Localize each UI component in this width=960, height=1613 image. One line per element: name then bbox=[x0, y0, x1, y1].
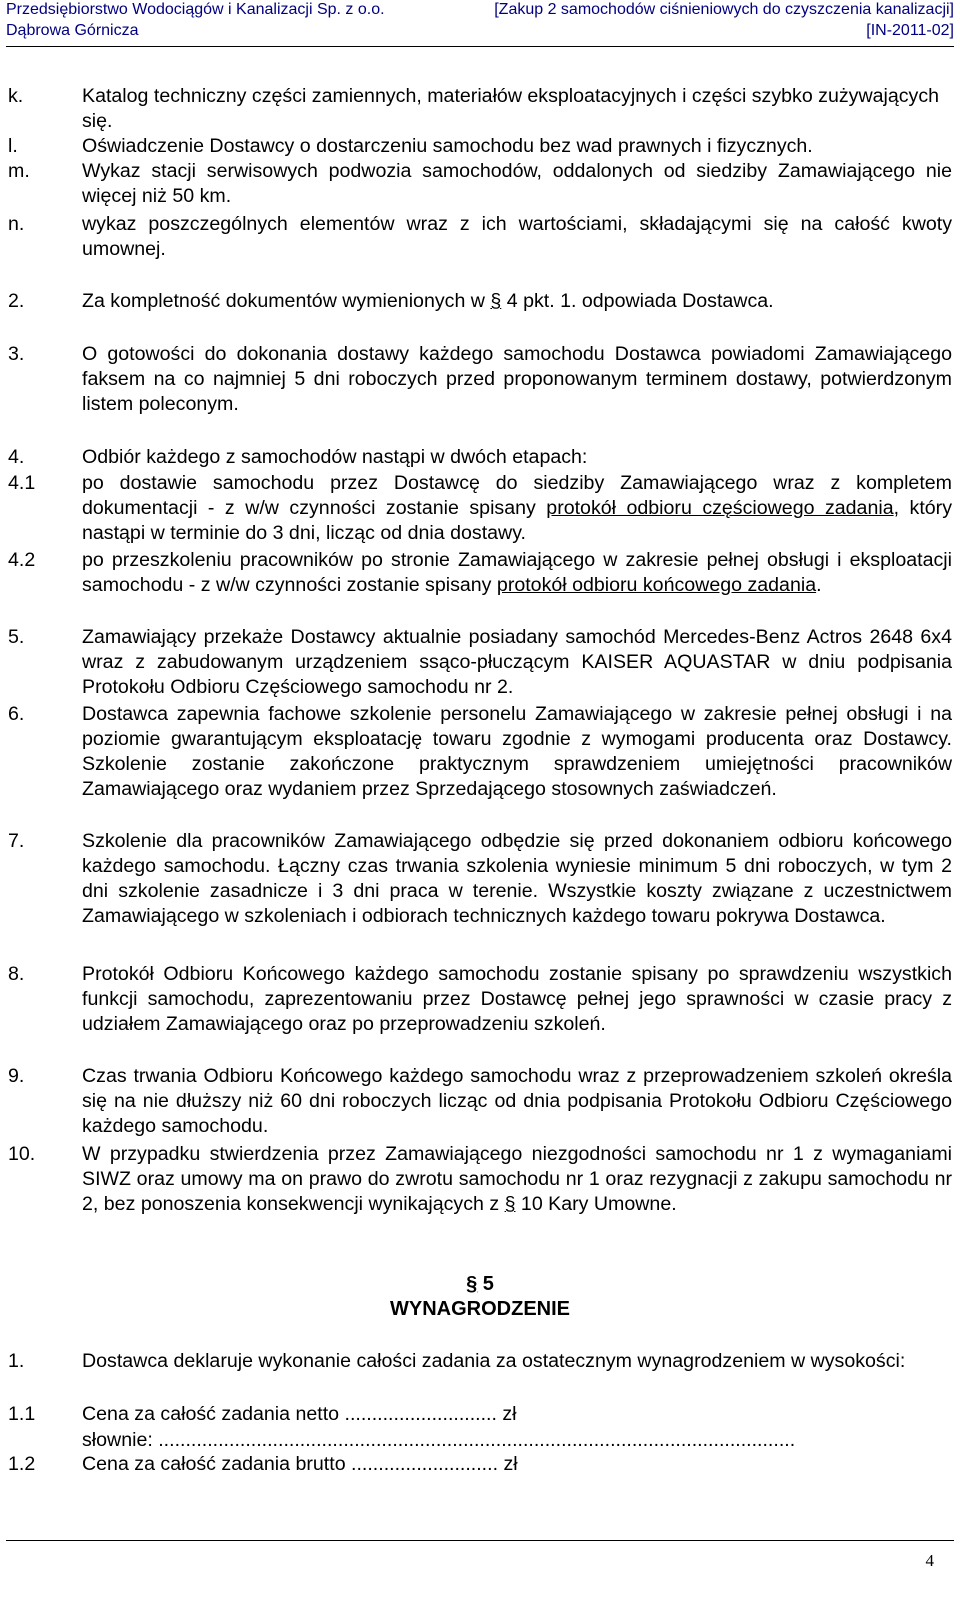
item-number: 1.1 bbox=[8, 1403, 36, 1425]
footer-rule bbox=[6, 1540, 954, 1541]
list-item-n bbox=[8, 212, 952, 262]
item-number: 4.1 bbox=[8, 472, 36, 494]
paragraph-8 bbox=[8, 962, 952, 1037]
underlined-term: protokół odbioru częściowego zadania bbox=[546, 497, 894, 519]
item-number: 10. bbox=[8, 1143, 36, 1165]
item-text: Dostawca deklaruje wykonanie całości zadania za ostatecznym wynagrodzeniem w wysokości: bbox=[82, 1350, 906, 1372]
item-text: Za kompletność dokumentów wymienionych w § 4 pkt. 1. odpowiada Dostawca. bbox=[82, 290, 774, 312]
item-text: po przeszkoleniu pracowników po stronie Zamawiającego w zakresie pełnej obsługi i eksploatacji samochodu - z w/w czynności zostanie spisany protokół odbioru końcowego zadania. bbox=[82, 549, 952, 596]
item-text: po dostawie samochodu przez Dostawcę do siedziby Zamawiającego wraz z kompletem dokumentacji - z w/w czynności zostanie spisany protokół odbioru częściowego zadania, który nastąpi w terminie do 3 dni, licząc od dnia dostawy. bbox=[82, 472, 952, 544]
item-number: k. bbox=[8, 85, 24, 107]
item-text: Szkolenie dla pracowników Zamawiającego odbędzie się przed dokonaniem odbioru końcowego każdego samochodu. Łączny czas trwania szkolenia wyniesie minimum 5 dni roboczych, w tym 2 dni szkolenie zasadnicze i 3 dni praca w terenie. Wszystkie koszty związane z uczestnictwem Zamawiającego w szkoleniach i odbiorach technicznych każdego towaru pokrywa Dostawca. bbox=[82, 830, 952, 927]
paragraph-4-2 bbox=[8, 548, 952, 598]
remuneration-item-1 bbox=[8, 1349, 952, 1374]
item-text: O gotowości do dokonania dostawy każdego samochodu Dostawca powiadomi Zamawiającego faksem na co najmniej 5 dni roboczych przed proponowanym terminem dostawy, potwierdzonym listem poleconym. bbox=[82, 343, 952, 415]
item-number: 8. bbox=[8, 963, 25, 985]
item-text: Cena za całość zadania netto ............................ zł bbox=[82, 1403, 517, 1425]
item-number: l. bbox=[8, 135, 18, 157]
item-text: Odbiór każdego z samochodów nastąpi w dwóch etapach: bbox=[82, 446, 588, 468]
paragraph-9 bbox=[8, 1064, 952, 1139]
item-number: 9. bbox=[8, 1065, 25, 1087]
section-heading-number: § 5 bbox=[466, 1273, 494, 1295]
item-text: słownie: ..................................................................................................................... bbox=[82, 1429, 796, 1451]
remuneration-item-1-2 bbox=[8, 1452, 952, 1477]
item-text: Wykaz stacji serwisowych podwozia samochodów, oddalonych od siedziby Zamawiającego nie więcej niż 50 km. bbox=[82, 160, 952, 207]
section-heading-title: WYNAGRODZENIE bbox=[390, 1298, 570, 1320]
item-number: 7. bbox=[8, 830, 25, 852]
header-reference: [IN-2011-02] bbox=[866, 22, 954, 39]
item-number: n. bbox=[8, 213, 25, 235]
list-item-l bbox=[8, 134, 952, 159]
item-number: 3. bbox=[8, 343, 25, 365]
item-text: wykaz poszczególnych elementów wraz z ich wartościami, składającymi się na całość kwoty umownej. bbox=[82, 213, 952, 260]
paragraph-7 bbox=[8, 829, 952, 929]
header-subject: [Zakup 2 samochodów ciśnieniowych do czyszczenia kanalizacji] bbox=[494, 1, 954, 18]
paragraph-4-1 bbox=[8, 471, 952, 546]
paragraph-10 bbox=[8, 1142, 952, 1217]
paragraph-2 bbox=[8, 289, 952, 314]
paragraph-6 bbox=[8, 702, 952, 802]
section-reference: § bbox=[490, 290, 502, 312]
item-number: 2. bbox=[8, 290, 25, 312]
item-number: 4.2 bbox=[8, 549, 36, 571]
remuneration-item-1-1 bbox=[8, 1402, 952, 1427]
paragraph-4 bbox=[8, 445, 952, 470]
item-number: 5. bbox=[8, 626, 25, 648]
paragraph-3 bbox=[8, 342, 952, 417]
header-company: Przedsiębiorstwo Wodociągów i Kanalizacji Sp. z o.o. bbox=[6, 1, 385, 18]
item-text: Dostawca zapewnia fachowe szkolenie personelu Zamawiającego w zakresie pełnej obsługi i na poziomie gwarantującym eksploatację towaru zgodnie z wymogami producenta oraz Dostawcy. Szkolenie zostanie zakończone praktycznym sprawdzeniem umiejętności pracowników Zamawiającego oraz wydaniem przez Sprzedającego stosownych zaświadczeń. bbox=[82, 703, 952, 800]
list-item-m bbox=[8, 159, 952, 209]
item-number: m. bbox=[8, 160, 30, 182]
remuneration-words-line bbox=[8, 1428, 952, 1453]
item-text: Protokół Odbioru Końcowego każdego samochodu zostanie spisany po sprawdzeniu wszystkich funkcji samochodu, zaprezentowaniu przez Dostawcę pełnej jego sprawności w czasie pracy z udziałem Zamawiającego oraz po przeprowadzeniu szkoleń. bbox=[82, 963, 952, 1035]
header-city: Dąbrowa Górnicza bbox=[6, 22, 139, 39]
item-number: 1. bbox=[8, 1350, 25, 1372]
item-text: Zamawiający przekaże Dostawcy aktualnie posiadany samochód Mercedes-Benz Actros 2648 6x4 wraz z zabudowanym urządzeniem ssąco-płuczącym KAISER AQUASTAR w dniu podpisania Protokołu Odbioru Częściowego samochodu nr 2. bbox=[82, 626, 952, 698]
item-text: Czas trwania Odbioru Końcowego każdego samochodu wraz z przeprowadzeniem szkoleń określa się na nie dłuższy niż 60 dni roboczych licząc od dnia podpisania Protokołu Odbioru Częściowego każdego samochodu. bbox=[82, 1065, 952, 1137]
section-reference: § bbox=[504, 1193, 516, 1215]
item-text: Cena za całość zadania brutto ........................... zł bbox=[82, 1453, 518, 1475]
paragraph-5 bbox=[8, 625, 952, 700]
underlined-term: protokół odbioru końcowego zadania bbox=[496, 574, 817, 596]
page-number: 4 bbox=[925, 1551, 934, 1570]
item-number: 4. bbox=[8, 446, 25, 468]
item-text: Oświadczenie Dostawcy o dostarczeniu samochodu bez wad prawnych i fizycznych. bbox=[82, 135, 813, 157]
item-text: Katalog techniczny części zamiennych, materiałów eksploatacyjnych i części szybko zużywających się. bbox=[82, 85, 940, 132]
header-rule bbox=[6, 46, 954, 47]
item-text: W przypadku stwierdzenia przez Zamawiającego niezgodności samochodu nr 1 z wymaganiami SIWZ oraz umowy ma on prawo do zwrotu samochodu nr 1 oraz rezygnacji z zakupu samochodu nr 2, bez ponoszenia konsekwencji wynikających z § 10 Kary Umowne. bbox=[82, 1143, 952, 1215]
item-number: 6. bbox=[8, 703, 25, 725]
list-item-k bbox=[8, 84, 952, 134]
item-number: 1.2 bbox=[8, 1453, 36, 1475]
page-header bbox=[0, 0, 960, 68]
